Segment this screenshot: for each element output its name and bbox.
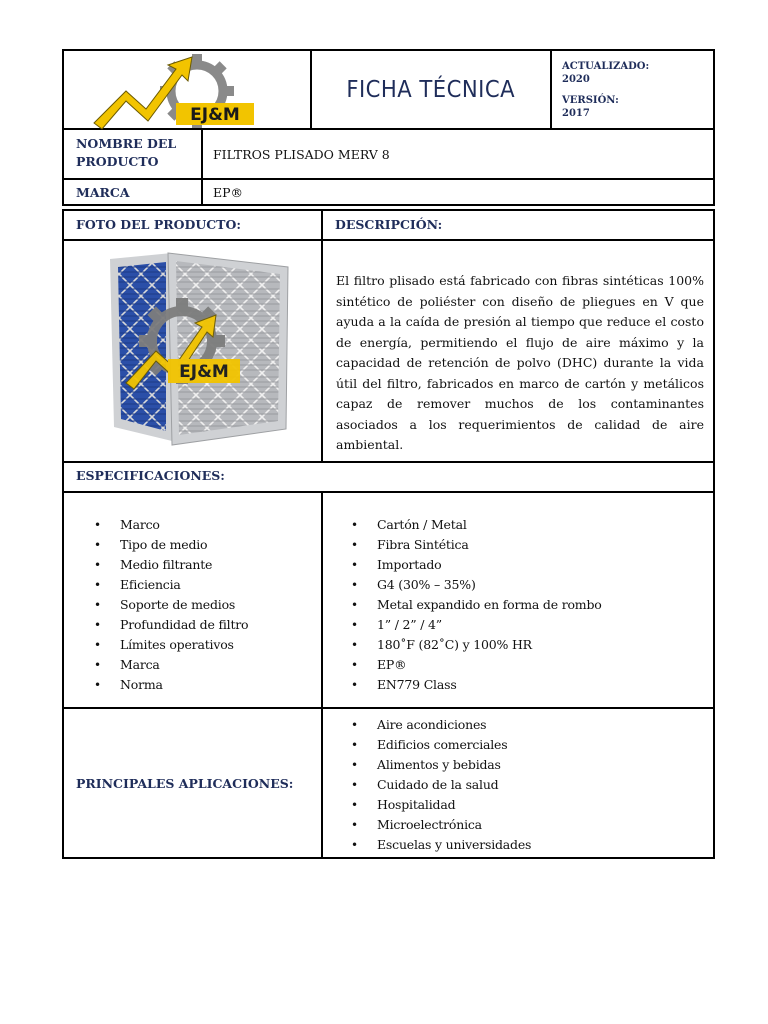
list-item: • G4 (30% – 35%) [351,575,713,595]
brand-value: EP® [213,184,244,200]
list-item: • Escuelas y universidades [351,835,713,855]
title-cell [312,51,552,128]
list-item: • Hospitalidad [351,795,713,815]
specs-row [62,493,715,709]
spec-values-cell [323,493,713,707]
photo-desc-header-row [62,209,715,241]
specs-section-label: ESPECIFICACIONES: [76,468,225,483]
list-item: • Cuidado de la salud [351,775,713,795]
photo-desc-row [62,241,715,463]
photo-watermark: EJ&M [179,362,229,382]
product-name-row [62,130,715,180]
version-value: 2017 [562,108,590,119]
description-text: El filtro plisado está fabricado con fibras sintéticas 100% sintético de poliéster con diseño de pliegues en V que ayuda a la caída de presión al tiempo que reduce el costo de energía, permitiendo el flujo de aire máximo y la capacidad de retención de polvo (DHC) durante la vida útil del filtro, fabricados en marco de cartón y metálicos capaz de remover muchos de los contaminantes asociados a los requerimientos de calidad de aire ambiental. [336,273,704,452]
brand-label: MARCA [64,180,203,204]
product-name-label [64,130,203,178]
list-item: • Fibra Sintética [351,535,713,555]
meta-cell [552,51,713,128]
product-photo-cell [64,241,323,461]
description-section-label: DESCRIPCIÓN: [335,217,443,232]
list-item: • Soporte de medios [94,595,321,615]
list-item: • Límites operativos [94,635,321,655]
specs-header-row [62,463,715,493]
company-logo [64,51,312,132]
list-item: • EN779 Class [351,675,713,695]
list-item: • 1” / 2” / 4” [351,615,713,635]
list-item: • Norma [94,675,321,695]
list-item: • EP® [351,655,713,675]
list-item: • Marco [94,515,321,535]
list-item: • Eficiencia [94,575,321,595]
list-item: • Marca [94,655,321,675]
list-item: • Microelectrónica [351,815,713,835]
list-item: • Medio filtrante [94,555,321,575]
applications-section-label: PRINCIPALES APLICACIONES: [64,709,323,857]
description-cell [323,241,713,461]
document-title: FICHA TÉCNICA [346,76,516,103]
applications-list [351,715,713,855]
applications-row [62,709,715,859]
spec-names-list [94,515,321,695]
list-item: • Alimentos y bebidas [351,755,713,775]
list-item: • Tipo de medio [94,535,321,555]
applications-cell [323,709,713,857]
version-label: VERSIÓN: [562,95,619,106]
logo-cell [64,51,312,128]
product-name-label-line1: NOMBRE DEL [76,136,177,151]
spec-values-list [351,515,713,695]
list-item: • 180˚F (82˚C) y 100% HR [351,635,713,655]
product-name-label-line2: PRODUCTO [76,154,159,169]
list-item: • Aire acondiciones [351,715,713,735]
list-item: • Metal expandido en forma de rombo [351,595,713,615]
list-item: • Profundidad de filtro [94,615,321,635]
photo-section-label: FOTO DEL PRODUCTO: [64,211,323,239]
tech-sheet [62,49,715,859]
list-item: • Importado [351,555,713,575]
list-item: • Edificios comerciales [351,735,713,755]
product-name-value: FILTROS PLISADO MERV 8 [213,146,390,162]
spec-names-cell [64,493,323,707]
logo-text: EJ&M [190,105,240,125]
list-item: • Cartón / Metal [351,515,713,535]
brand-row [62,180,715,206]
product-photo [64,241,321,461]
updated-label: ACTUALIZADO: [562,61,650,72]
header-row [62,49,715,130]
updated-value: 2020 [562,74,590,85]
